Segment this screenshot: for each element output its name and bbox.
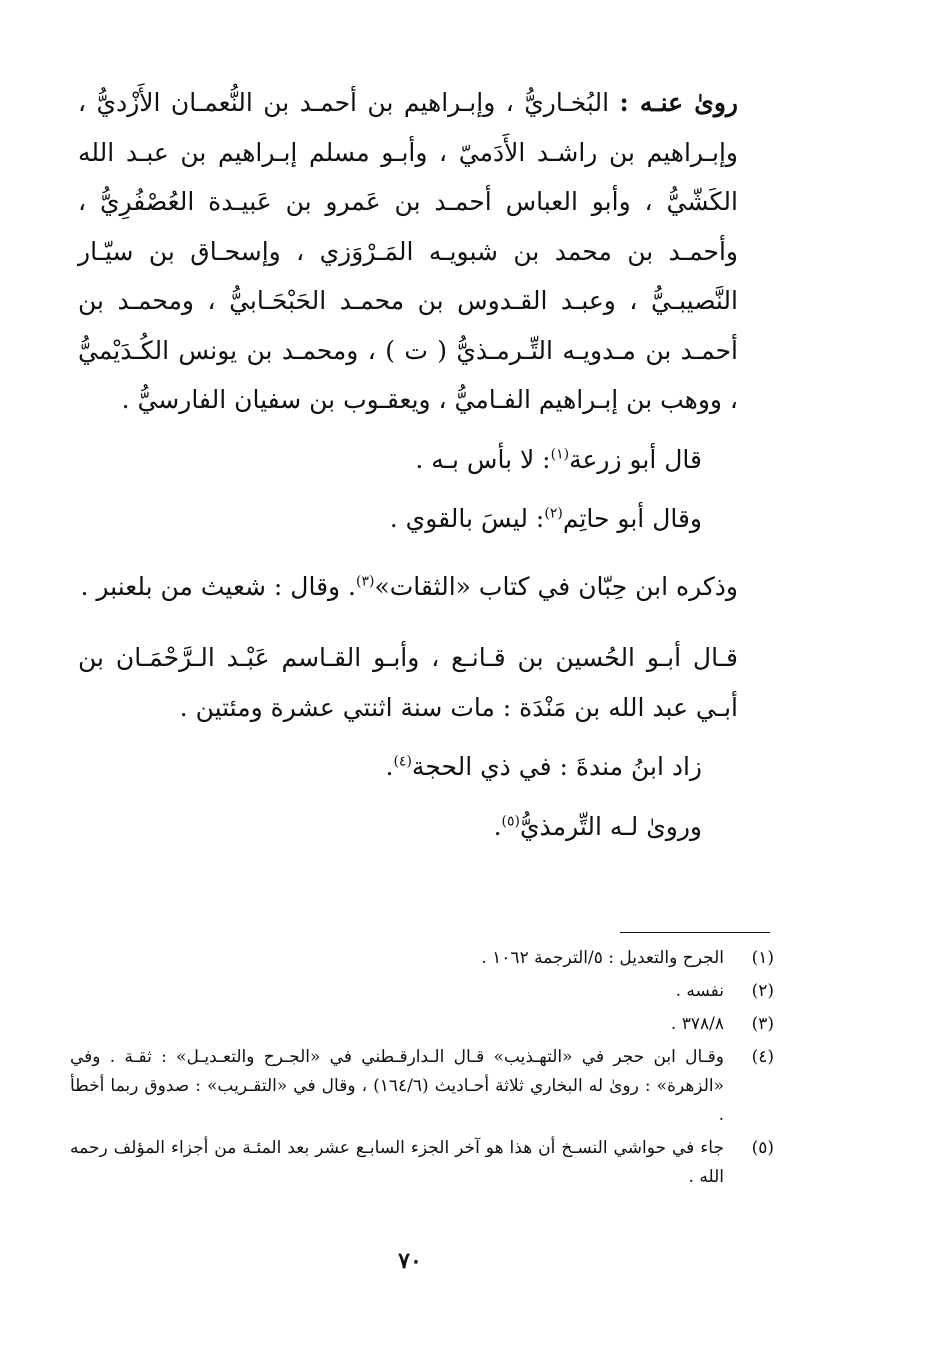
footnote-item bbox=[70, 1043, 774, 1130]
abu-zura-prefix: قال أبو زرعة bbox=[569, 444, 702, 474]
ibn-hibban-prefix: وذكره ابن حِبّان في كتاب «الثقات» bbox=[374, 571, 738, 601]
tirmidhi-line bbox=[78, 802, 790, 852]
abu-hatim-prefix: وقال أبو حاتِم bbox=[562, 504, 702, 533]
footnote-text: نفسه . bbox=[675, 981, 724, 1001]
ibn-hibban-line bbox=[78, 562, 790, 612]
abu-hatim-line bbox=[78, 494, 790, 544]
footnotes bbox=[70, 944, 774, 1196]
footnote-number: (٤) bbox=[751, 1047, 774, 1067]
lead-label: روىٰ عنـه : bbox=[619, 88, 738, 117]
footnote-item bbox=[70, 944, 774, 973]
footnote-number: (٣) bbox=[751, 1014, 774, 1034]
ibn-manda-prefix: زاد ابنُ مندةَ : في ذي الحجة bbox=[411, 752, 702, 781]
abu-zura-line bbox=[78, 435, 790, 485]
footnote-item bbox=[70, 1134, 774, 1192]
footnote-separator bbox=[620, 932, 770, 933]
footnote-item bbox=[70, 977, 774, 1006]
tirmidhi-text: . bbox=[493, 811, 502, 841]
footnote-number: (٥) bbox=[751, 1138, 774, 1158]
page-number: ٧٠ bbox=[398, 1248, 422, 1274]
footnote-text: ٣٧٨/٨ . bbox=[670, 1014, 724, 1034]
ibn-manda-line bbox=[78, 742, 790, 792]
footnote-ref-3: (٣) bbox=[356, 573, 375, 590]
footnote-ref-1: (١) bbox=[550, 446, 570, 463]
footnote-text: جاء في حواشي النسـخ أن هذا هو آخر الجزء السابـع عشر بعد المئـة من أجزاء المؤلف رحمه الله . bbox=[70, 1138, 724, 1187]
narrators-list: البُخـاريُّ ، وإبـراهيم بن أحمـد بن النُّعمـان الأَزْديُّ ، وإبـراهيم بن راشـد الأَدَميّ ، وأبـو مسلم إبـراهيم بن عبـد الله الكَشّيُّ ، وأبو العباس أحمـد بن عَمرو بن عَبيـدة العُصْفُرِيُّ ، وأحمـد بن محمد بن شبويـه المَـرْوَزي ، وإسحـاق بن سيّـار النَّصيبـيُّ ، وعبـد القـدوس بن محمـد الحَبْحَـابيُّ ، ومحمـد بن أحمـد بن مـدويـه التِّـرمـذيُّ ( ت ) ، ومحمـد بن يونس الكُـدَيْميُّ ، ووهب بن إبـراهيم الفـاميُّ ، ويعقـوب بن سفيان الفارسيُّ . bbox=[78, 88, 738, 414]
footnote-text: الجرح والتعديل : ٥/الترجمة ١٠٦٢ . bbox=[481, 948, 724, 968]
ibn-manda-text: . bbox=[385, 752, 394, 781]
footnote-ref-4: (٤) bbox=[393, 753, 412, 770]
footnote-item bbox=[70, 1010, 774, 1039]
abu-zura-text: : لا بأس بـه . bbox=[415, 444, 551, 474]
footnote-text: وقـال ابن حجر في «التهـذيب» قـال الـدارقـطني في «الجـرح والتعـديـل» : ثقـة . وفي «الزهرة» : روىٰ له البخاري ثلاثة أحـاديث (١٦٤/٦) ، وقال في «التقـريب» : صدوق ربما أخطأ . bbox=[70, 1047, 724, 1125]
narrators-paragraph bbox=[78, 78, 790, 425]
tirmidhi-prefix: وروىٰ لـه التِّرمذيُّ bbox=[519, 811, 702, 841]
abu-hatim-text: : ليسَ بالقوي . bbox=[389, 504, 545, 533]
death-paragraph: قـال أبـو الحُسين بن قـانـع ، وأبـو القـاسم عَبْـد الـرَّحْمَـان بن أبـي عبد الله بن مَنْدَة : مات سنة اثنتي عشرة ومئتين . bbox=[78, 643, 738, 722]
footnote-number: (٢) bbox=[751, 981, 774, 1001]
ibn-hibban-text: . وقال : شعيث من بلعنبر . bbox=[80, 571, 356, 601]
main-text bbox=[78, 78, 790, 851]
footnote-ref-2: (٢) bbox=[544, 505, 563, 522]
footnote-ref-5: (٥) bbox=[501, 813, 520, 830]
footnote-number: (١) bbox=[751, 948, 774, 968]
